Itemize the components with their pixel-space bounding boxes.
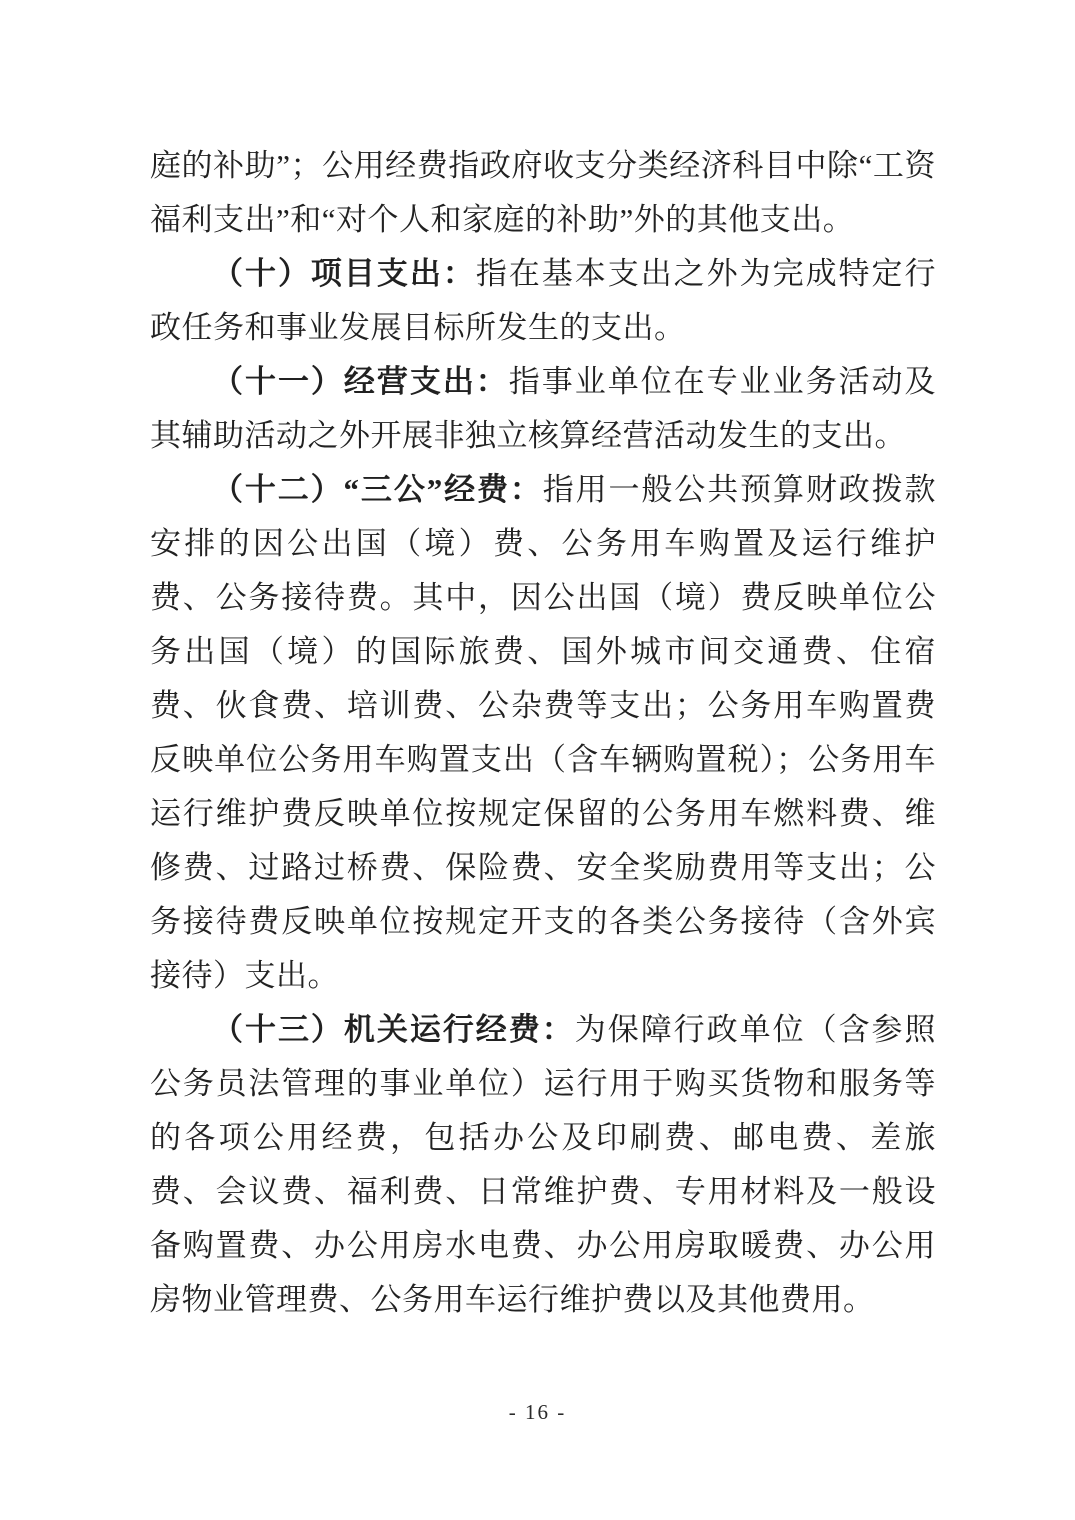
document-body (150, 139, 936, 1327)
paragraph (150, 355, 936, 463)
paragraph (150, 1003, 936, 1327)
paragraph-text: 指用一般公共预算财政拨款安排的因公出国（境）费、公务用车购置及运行维护费、公务接待费。其中，因公出国（境）费反映单位公务出国（境）的国际旅费、国外城市间交通费、住宿费、伙食费、培训费、公杂费等支出；公务用车购置费反映单位公务用车购置支出（含车辆购置税）；公务用车运行维护费反映单位按规定保留的公务用车燃料费、维修费、过路过桥费、保险费、安全奖励费用等支出；公务接待费反映单位按规定开支的各类公务接待（含外宾接待）支出。 (150, 472, 936, 993)
paragraph (150, 139, 936, 247)
paragraph-heading: （十二）“三公”经费： (212, 472, 543, 507)
paragraph-text: 庭的补助”；公用经费指政府收支分类经济科目中除“工资福利支出”和“对个人和家庭的补助”外的其他支出。 (150, 148, 936, 237)
paragraph-text: 指事业单位在专业业务活动及其辅助活动之外开展非独立核算经营活动发生的支出。 (150, 364, 937, 453)
paragraph-text: 指在基本支出之外为完成特定行政任务和事业发展目标所发生的支出。 (150, 256, 937, 345)
paragraph (150, 463, 936, 1003)
page-number: - 16 - (508, 1400, 567, 1424)
paragraph (150, 247, 936, 355)
paragraph-heading: （十）项目支出： (212, 256, 476, 291)
paragraph-heading: （十三）机关运行经费： (212, 1012, 575, 1047)
paragraph-text: 为保障行政单位（含参照公务员法管理的事业单位）运行用于购买货物和服务等的各项公用经费，包括办公及印刷费、邮电费、差旅费、会议费、福利费、日常维护费、专用材料及一般设备购置费、办公用房水电费、办公用房取暖费、办公用房物业管理费、公务用车运行维护费以及其他费用。 (150, 1012, 937, 1317)
paragraph-heading: （十一）经营支出： (212, 364, 509, 399)
